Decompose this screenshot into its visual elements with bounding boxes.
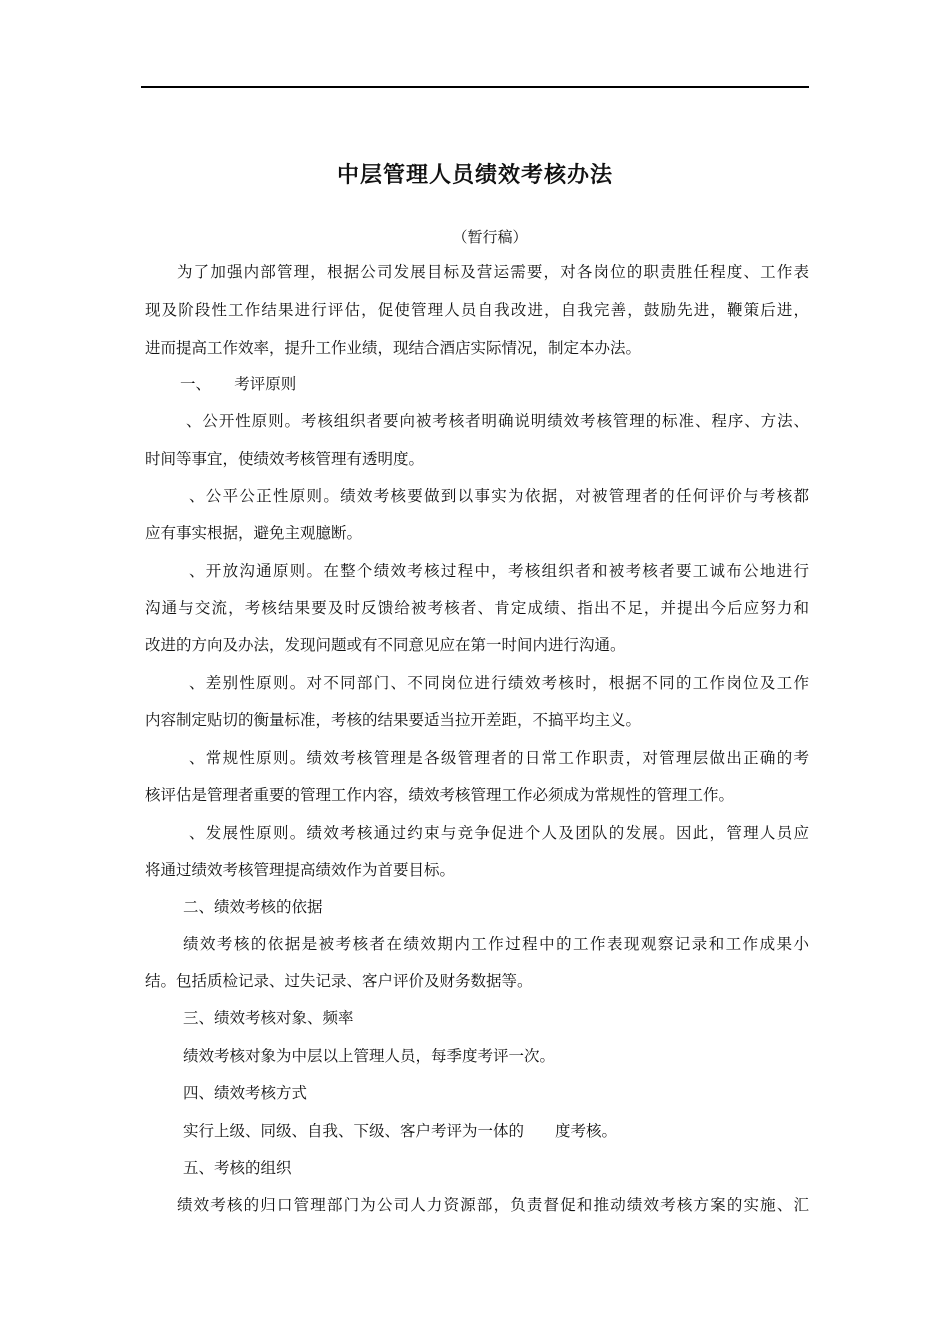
header-rule xyxy=(141,86,809,88)
section-heading: 二、绩效考核的依据 xyxy=(183,898,323,916)
body-line: 实行上级、同级、自我、下级、客户考评为一体的 度考核。 xyxy=(183,1122,618,1140)
body-line: 时间等事宜，使绩效考核管理有透明度。 xyxy=(145,450,425,468)
body-line: 、发展性原则。绩效考核通过约束与竞争促进个人及团队的发展。因此，管理人员应 xyxy=(189,824,809,842)
section-heading: 一、 考评原则 xyxy=(180,375,297,393)
body-line: 结。包括质检记录、过失记录、客户评价及财务数据等。 xyxy=(145,972,533,990)
body-line: 、常规性原则。绩效考核管理是各级管理者的日常工作职责，对管理层做出正确的考 xyxy=(189,749,809,767)
body-line: 应有事实根据，避免主观臆断。 xyxy=(145,524,363,542)
body-line: 、开放沟通原则。在整个绩效考核过程中，考核组织者和被考核者要工诚布公地进行 xyxy=(189,562,809,580)
body-line: 沟通与交流，考核结果要及时反馈给被考核者、肯定成绩、指出不足，并提出今后应努力和 xyxy=(145,599,809,617)
body-line: 、公开性原则。考核组织者要向被考核者明确说明绩效考核管理的标准、程序、方法、 xyxy=(186,412,809,430)
section-heading: 五、考核的组织 xyxy=(183,1159,292,1177)
document-subtitle: （暂行稿） xyxy=(452,228,528,246)
body-line: 内容制定贴切的衡量标准，考核的结果要适当拉开差距，不搞平均主义。 xyxy=(145,711,642,729)
body-line: 改进的方向及办法，发现问题或有不同意见应在第一时间内进行沟通。 xyxy=(145,636,626,654)
body-line: 将通过绩效考核管理提高绩效作为首要目标。 xyxy=(145,861,456,879)
body-line: 、公平公正性原则。绩效考核要做到以事实为依据，对被管理者的任何评价与考核都 xyxy=(189,487,809,505)
body-line: 进而提高工作效率，提升工作业绩，现结合酒店实际情况，制定本办法。 xyxy=(145,339,642,357)
body-line: 、差别性原则。对不同部门、不同岗位进行绩效考核时，根据不同的工作岗位及工作 xyxy=(189,674,809,692)
body-line: 绩效考核对象为中层以上管理人员，每季度考评一次。 xyxy=(183,1047,556,1065)
body-line: 现及阶段性工作结果进行评估，促使管理人员自我改进，自我完善，鼓励先进，鞭策后进， xyxy=(145,301,809,319)
section-heading: 四、绩效考核方式 xyxy=(183,1084,308,1102)
body-line: 绩效考核的归口管理部门为公司人力资源部，负责督促和推动绩效考核方案的实施、汇 xyxy=(177,1196,809,1214)
section-heading: 三、绩效考核对象、频率 xyxy=(183,1009,354,1027)
body-line: 核评估是管理者重要的管理工作内容，绩效考核管理工作必须成为常规性的管理工作。 xyxy=(145,786,735,804)
body-line: 为了加强内部管理，根据公司发展目标及营运需要，对各岗位的职责胜任程度、工作表 xyxy=(177,263,809,281)
document-title: 中层管理人员绩效考核办法 xyxy=(336,163,613,188)
body-line: 绩效考核的依据是被考核者在绩效期内工作过程中的工作表现观察记录和工作成果小 xyxy=(183,935,809,953)
